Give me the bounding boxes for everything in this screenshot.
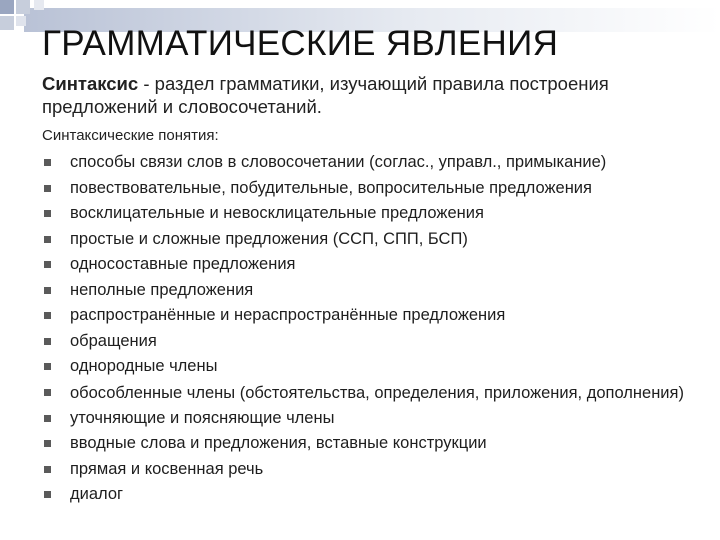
square-bullet-icon (44, 338, 51, 345)
list-item-text: простые и сложные предложения (ССП, СПП, БСП) (70, 229, 468, 248)
square-bullet-icon (44, 185, 51, 192)
list-item (42, 457, 702, 483)
square-bullet-icon (44, 312, 51, 319)
square-bullet-icon (44, 415, 51, 422)
square-bullet-icon (44, 159, 51, 166)
square-bullet-icon (44, 491, 51, 498)
list-item-text: восклицательные и невосклицательные предложения (70, 204, 484, 222)
list-item-text: обособленные члены (обстоятельства, определения, приложения, дополнения) (70, 383, 684, 402)
subheading: Синтаксические понятия: (42, 127, 219, 144)
definition-term: Синтаксис (42, 73, 139, 94)
list-item-text: прямая и косвенная речь (70, 459, 264, 478)
square-bullet-icon (44, 236, 51, 243)
list-item-text: способы связи слов в словосочетании (соглас., управл., примыкание) (70, 153, 607, 171)
list-item-text: обращения (70, 331, 157, 350)
list-item (42, 380, 702, 406)
list-item (42, 201, 702, 227)
list-item (42, 252, 702, 278)
list-item-text: распространённые и нераспространённые предложения (70, 306, 506, 324)
list-item (42, 354, 702, 380)
list-item-text: уточняющие и поясняющие члены (70, 408, 335, 427)
list-item (42, 303, 702, 329)
square-bullet-icon (44, 466, 51, 473)
list-item-text: однородные члены (70, 357, 218, 375)
concepts-list (42, 150, 702, 508)
list-item (42, 227, 702, 253)
list-item (42, 329, 702, 355)
square-bullet-icon (44, 287, 51, 294)
square-bullet-icon (44, 363, 51, 370)
square-bullet-icon (44, 440, 51, 447)
definition (42, 72, 702, 118)
list-item-text: вводные слова и предложения, вставные конструкции (70, 434, 487, 452)
list-item (42, 150, 702, 176)
list-item (42, 278, 702, 304)
list-item-text: диалог (70, 485, 124, 503)
square-bullet-icon (44, 261, 51, 268)
list-item-text: неполные предложения (70, 280, 254, 299)
square-bullet-icon (44, 210, 51, 217)
list-item (42, 482, 702, 508)
page-title: ГРАММАТИЧЕСКИЕ ЯВЛЕНИЯ (42, 24, 559, 63)
list-item-text: односоставные предложения (70, 255, 296, 273)
definition-text: - раздел грамматики, изучающий правила построения предложений и словосочетаний. (42, 73, 609, 117)
list-item (42, 176, 702, 202)
list-item (42, 406, 702, 432)
square-bullet-icon (44, 389, 51, 396)
list-item-text: повествовательные, побудительные, вопросительные предложения (70, 178, 592, 197)
list-item (42, 431, 702, 457)
